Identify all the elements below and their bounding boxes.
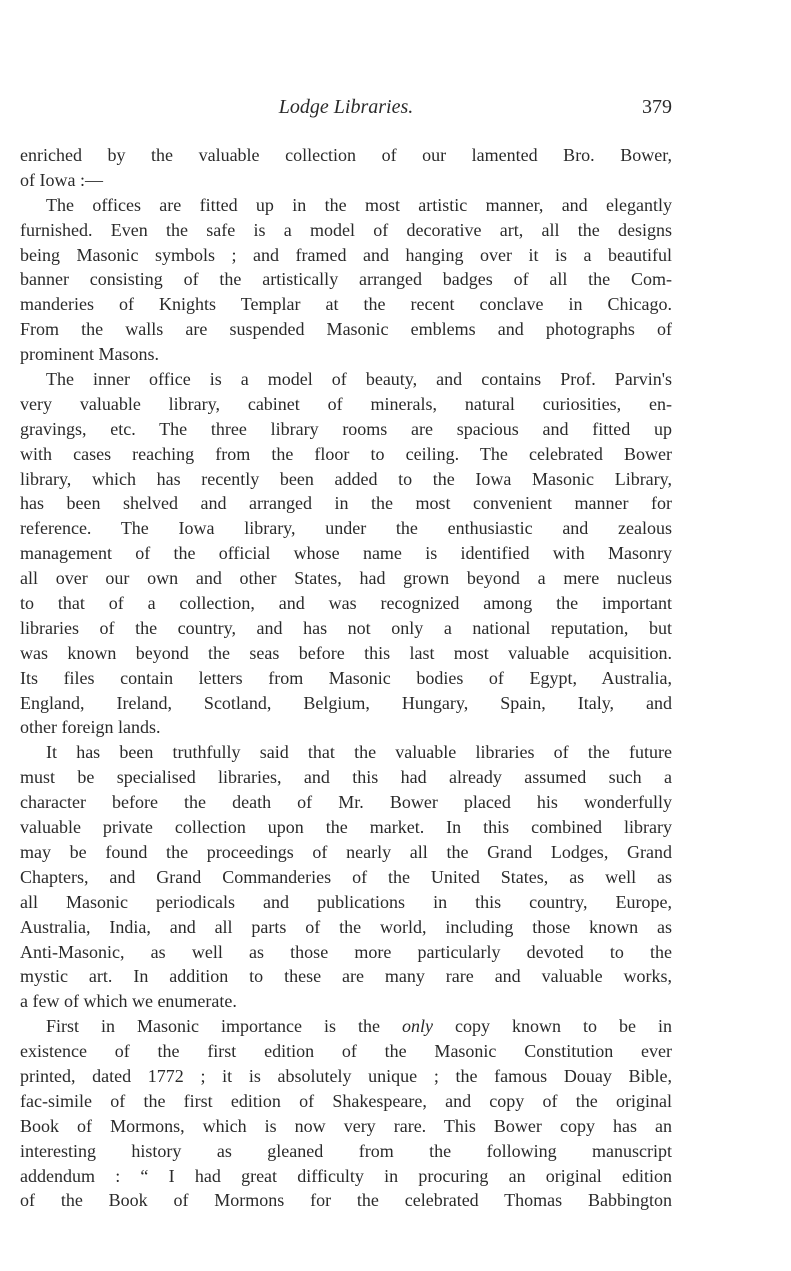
text-line: of Iowa :— [20,169,103,190]
text-line: being Masonic symbols ; and framed and hanging over it is a beautiful [20,244,672,265]
text-line: Its files contain letters from Masonic bodies of Egypt, Australia, [20,667,672,688]
text-line: a few of which we enumerate. [20,991,237,1012]
text-line: library, which has recently been added to the Iowa Masonic Library, [20,468,672,489]
book-page [20,0,672,1271]
text-line: gravings, etc. The three library rooms are spacious and fitted up [20,418,672,439]
text-line: interesting history as gleaned from the following manuscript [20,1140,672,1161]
text-line: Book of Mormons, which is now very rare. This Bower copy has an [20,1115,672,1136]
text-line: libraries of the country, and has not only a national reputation, but [20,617,672,638]
page-header [20,92,672,122]
page-number: 379 [642,96,672,118]
text-segment: copy known to be in [433,1016,673,1037]
text-line: furnished. Even the safe is a model of decorative art, all the designs [20,219,672,240]
text-line: From the walls are suspended Masonic emblems and photographs of [20,319,672,340]
text-line: prominent Masons. [20,344,159,365]
text-line: Anti-Masonic, as well as those more particularly devoted to the [20,941,672,962]
text-line: character before the death of Mr. Bower placed his wonderfully [20,792,672,813]
emphasis-word: only [402,1016,433,1037]
text-line: fac-simile of the first edition of Shakespeare, and copy of the original [20,1090,672,1111]
text-line: It has been truthfully said that the valuable libraries of the future [46,742,672,763]
text-line: valuable private collection upon the market. In this combined library [20,817,672,838]
text-line: Chapters, and Grand Commanderies of the United States, as well as [20,866,672,887]
text-line: banner consisting of the artistically arranged badges of all the Com- [20,269,672,290]
text-line: very valuable library, cabinet of minerals, natural curiosities, en- [20,393,672,414]
text-line: The offices are fitted up in the most artistic manner, and elegantly [46,194,672,215]
text-line: with cases reaching from the floor to ceiling. The celebrated Bower [20,443,672,464]
running-title: Lodge Libraries. [278,96,414,118]
text-line: reference. The Iowa library, under the enthusiastic and zealous [20,518,672,539]
text-line: all Masonic periodicals and publications in this country, Europe, [20,891,672,912]
text-line: must be specialised libraries, and this had already assumed such a [20,767,672,788]
text-line: to that of a collection, and was recognized among the important [20,593,672,614]
text-line: The inner office is a model of beauty, and contains Prof. Parvin's [46,369,672,390]
text-line [20,1014,672,1039]
text-segment: First in Masonic importance is the [46,1016,402,1037]
text-line: manderies of Knights Templar at the recent conclave in Chicago. [20,294,672,315]
text-line: management of the official whose name is identified with Masonry [20,543,672,564]
text-line: England, Ireland, Scotland, Belgium, Hungary, Spain, Italy, and [20,692,672,713]
text-line: enriched by the valuable collection of our lamented Bro. Bower, [20,145,672,165]
text-line: has been shelved and arranged in the most convenient manner for [20,493,672,514]
text-line: was known beyond the seas before this last most valuable acquisition. [20,642,672,663]
text-line: all over our own and other States, had grown beyond a mere nucleus [20,568,672,589]
text-line: existence of the first edition of the Masonic Constitution ever [20,1041,672,1062]
text-line: mystic art. In addition to these are many rare and valuable works, [20,966,672,987]
text-line: of the Book of Mormons for the celebrated Thomas Babbington [20,1190,672,1211]
body-text [20,143,672,1213]
text-line: Australia, India, and all parts of the world, including those known as [20,916,672,937]
text-line: addendum : “ I had great difficulty in procuring an original edition [20,1165,672,1186]
text-line: may be found the proceedings of nearly all the Grand Lodges, Grand [20,841,672,862]
text-line: printed, dated 1772 ; it is absolutely unique ; the famous Douay Bible, [20,1065,672,1086]
text-line: other foreign lands. [20,717,161,738]
